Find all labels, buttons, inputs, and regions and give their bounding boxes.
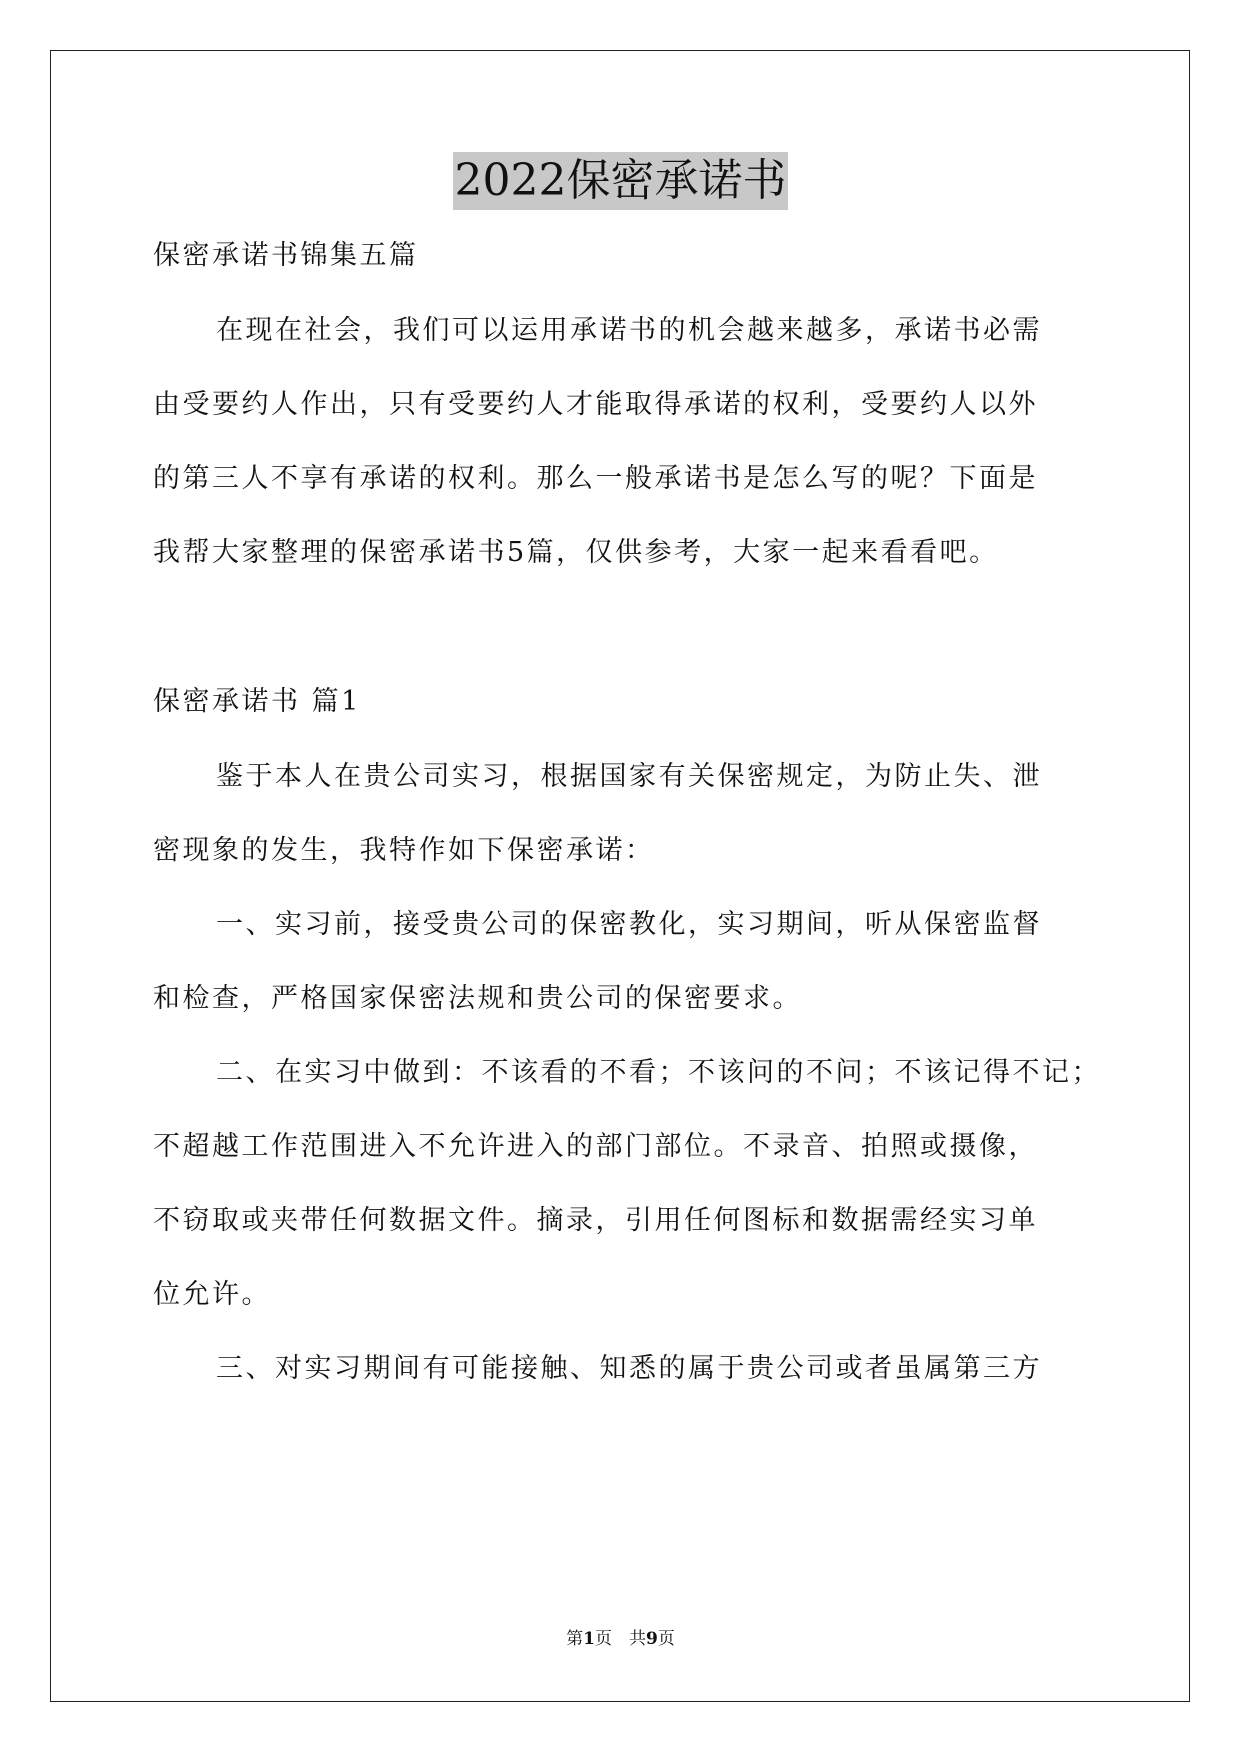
paragraph-line: 鉴于本人在贵公司实习，根据国家有关保密规定，为防止失、泄: [216, 761, 1042, 792]
paragraph-line: 二、在实习中做到：不该看的不看；不该问的不问；不该记得不记；: [216, 1057, 1101, 1088]
footer-page-number: 1: [583, 1629, 595, 1649]
paragraph-line: 的第三人不享有承诺的权利。那么一般承诺书是怎么写的呢？下面是: [153, 463, 1038, 494]
paragraph-line: 在现在社会，我们可以运用承诺书的机会越来越多，承诺书必需: [216, 315, 1042, 346]
paragraph-line: 三、对实习期间有可能接触、知悉的属于贵公司或者虽属第三方: [216, 1353, 1042, 1384]
footer-middle: 页 共: [595, 1629, 646, 1649]
paragraph-line: 密现象的发生，我特作如下保密承诺：: [153, 835, 655, 866]
section-heading: 保密承诺书 篇1: [153, 686, 361, 717]
title-container: [0, 152, 1241, 210]
footer-total-pages: 9: [646, 1629, 658, 1649]
page-footer: [0, 1628, 1241, 1650]
paragraph-line: 位允许。: [153, 1279, 271, 1310]
page-border: [50, 50, 1190, 1702]
paragraph-line: 不超越工作范围进入不允许进入的部门部位。不录音、拍照或摄像，: [153, 1131, 1038, 1162]
document-title: 2022保密承诺书: [453, 152, 789, 210]
paragraph-line: 和检查，严格国家保密法规和贵公司的保密要求。: [153, 983, 802, 1014]
footer-suffix: 页: [657, 1629, 675, 1649]
paragraph-line: 不窃取或夹带任何数据文件。摘录，引用任何图标和数据需经实习单: [153, 1205, 1038, 1236]
paragraph-line: 一、实习前，接受贵公司的保密教化，实习期间，听从保密监督: [216, 909, 1042, 940]
document-subtitle: 保密承诺书锦集五篇: [153, 240, 419, 271]
footer-prefix: 第: [566, 1629, 584, 1649]
paragraph-line: 我帮大家整理的保密承诺书5篇，仅供参考，大家一起来看看吧。: [153, 537, 999, 568]
paragraph-line: 由受要约人作出，只有受要约人才能取得承诺的权利，受要约人以外: [153, 389, 1038, 420]
